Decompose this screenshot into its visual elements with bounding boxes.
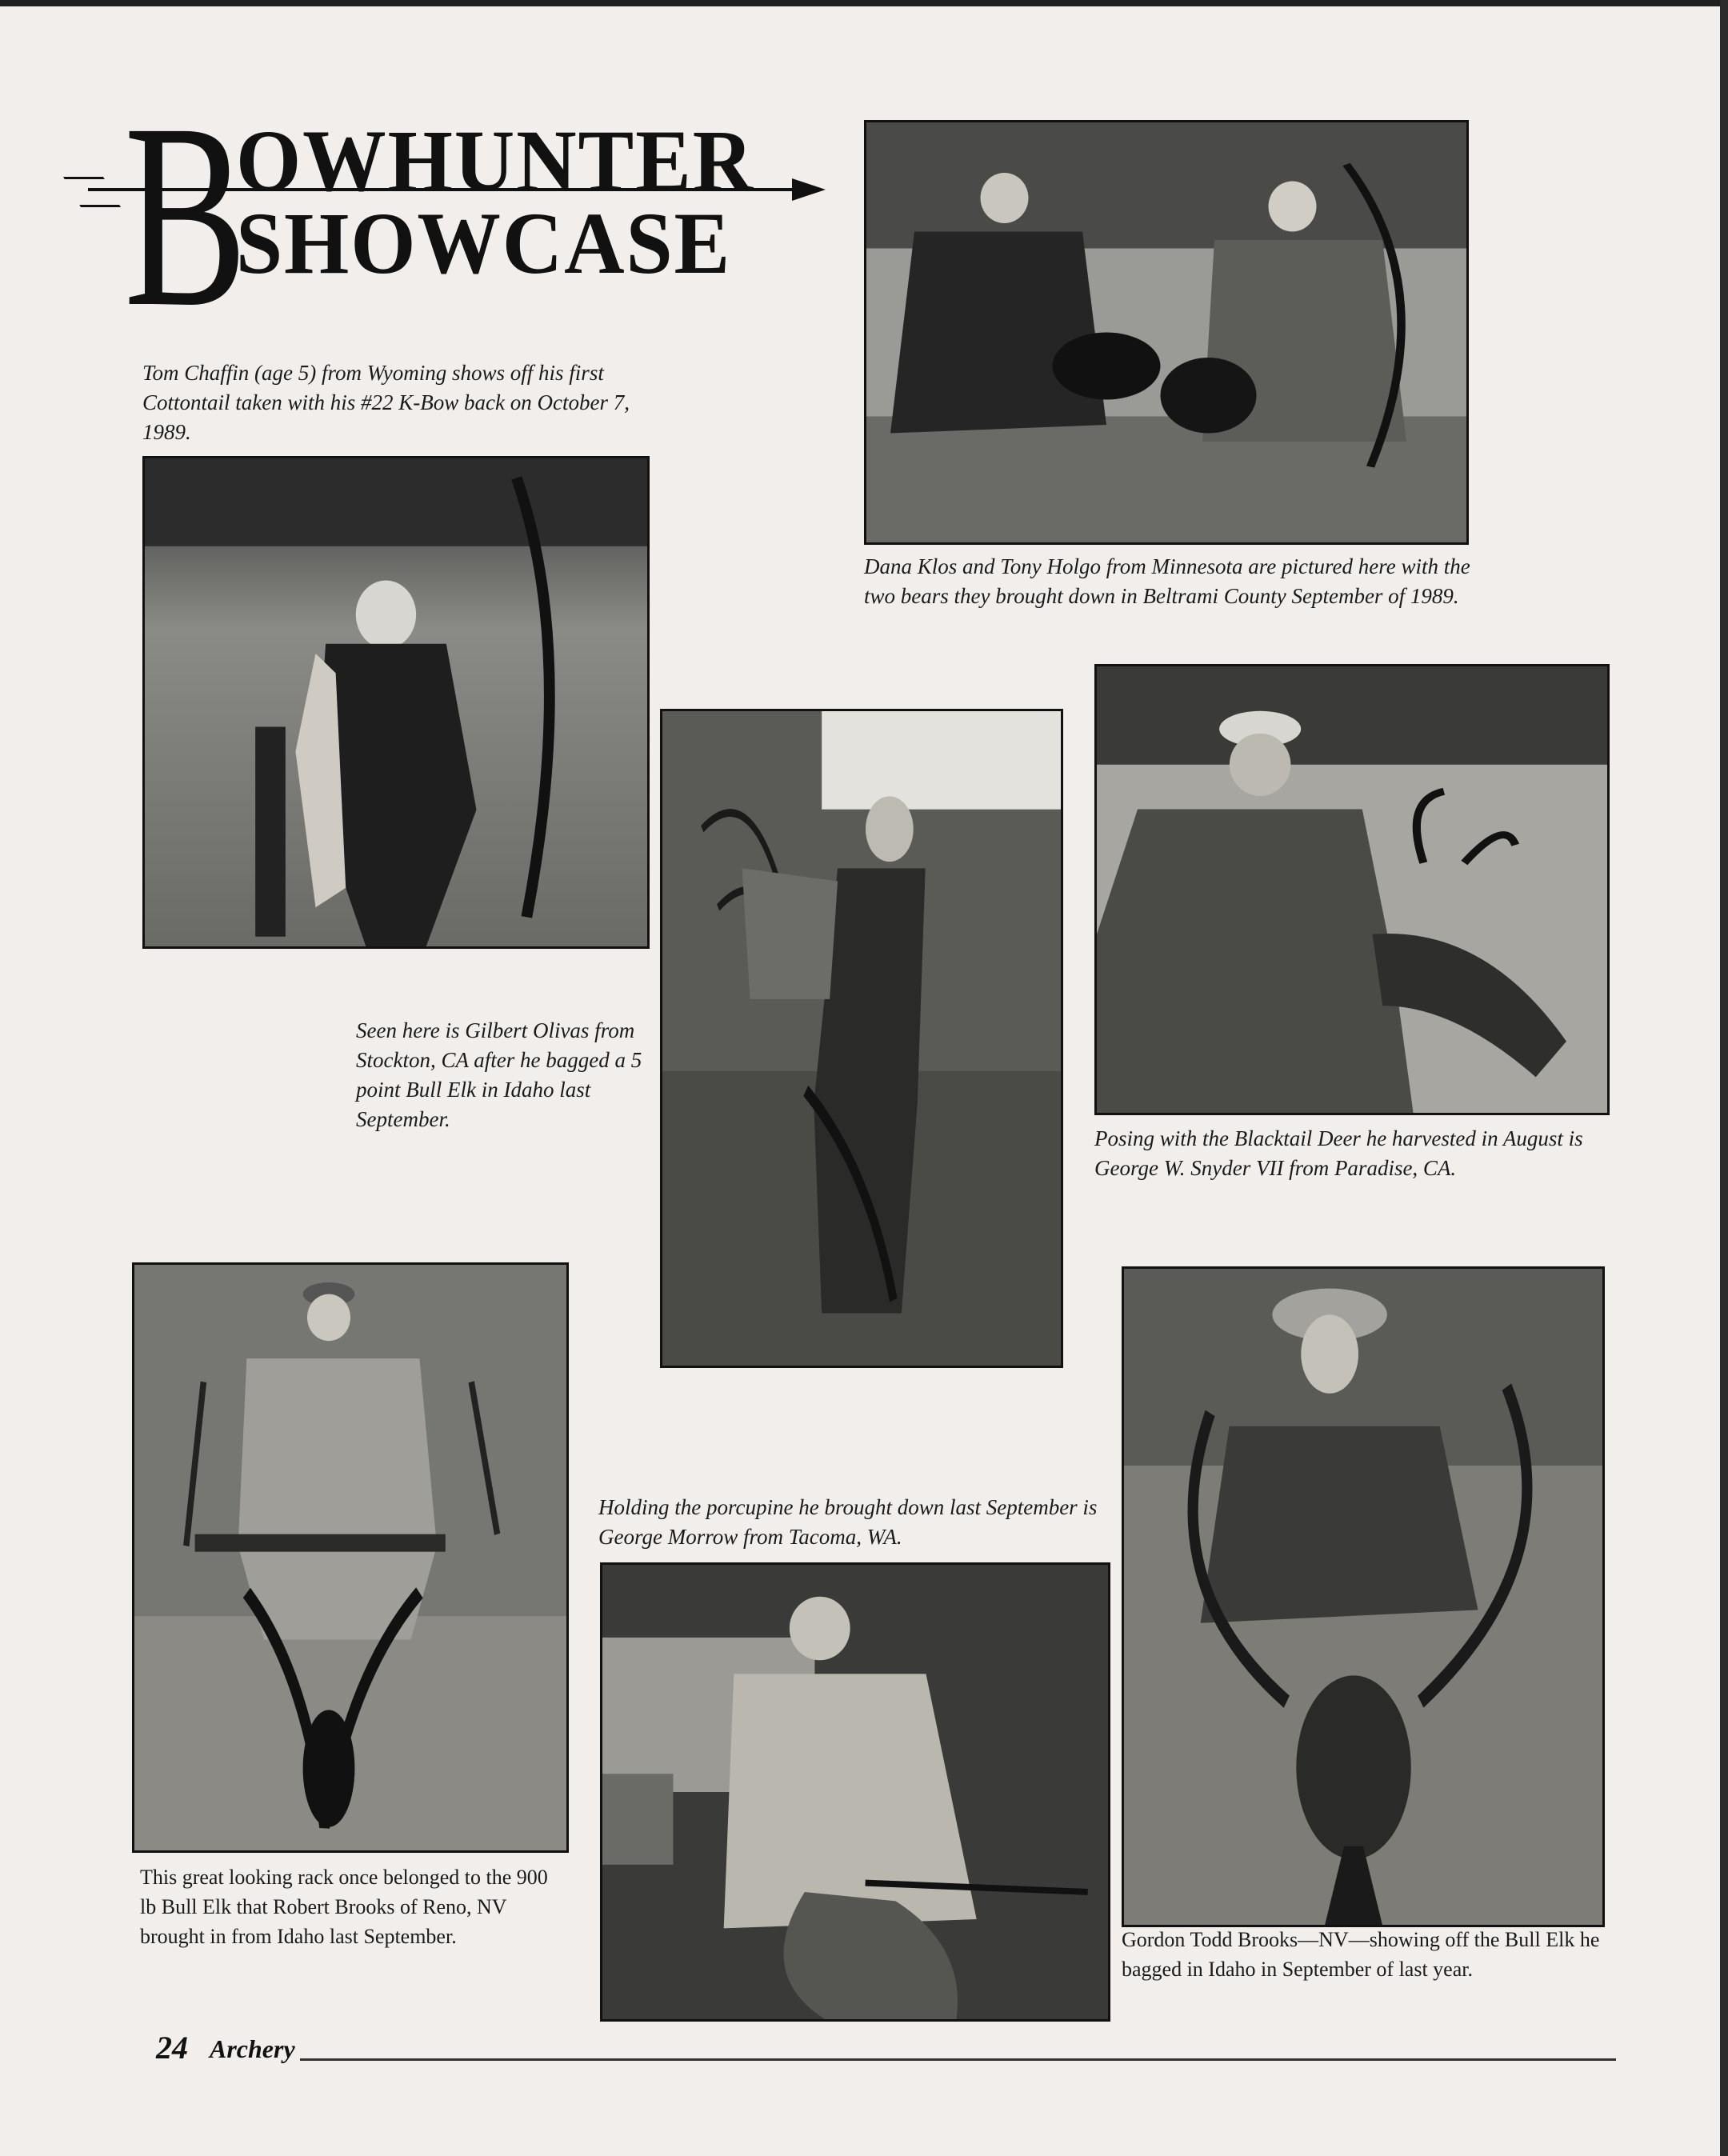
photo-snyder-blacktail-deer xyxy=(1094,664,1610,1115)
caption-robert-brooks: This great looking rack once belonged to the 900 lb Bull Elk that Robert Brooks of Reno, NV brought in from Idaho last September. xyxy=(140,1866,548,1948)
magazine-name: Archery xyxy=(210,2034,295,2063)
scan-top-edge xyxy=(0,0,1728,6)
caption-morrow: Holding the porcupine he brought down last September is George Morrow from Tacoma, WA. xyxy=(598,1495,1098,1549)
photo-robert-brooks-bull-elk xyxy=(132,1262,569,1853)
arrow-fletching-icon xyxy=(63,177,121,207)
caption-klos-holgo: Dana Klos and Tony Holgo from Minnesota are pictured here with the two bears they brought down in Beltrami County September of 1989. xyxy=(864,554,1470,608)
photo-morrow-porcupine xyxy=(600,1562,1110,2022)
photo-chaffin-cottontail xyxy=(142,456,650,949)
title-line-2: SHOWCASE xyxy=(236,194,732,292)
page-number: 24 xyxy=(156,2030,188,2066)
arrow-head-icon xyxy=(792,178,826,201)
photo-gordon-brooks-bull-elk xyxy=(1122,1266,1605,1927)
photo-klos-holgo-bears xyxy=(864,120,1469,545)
magazine-page xyxy=(0,6,1720,2156)
caption-gordon-brooks: Gordon Todd Brooks—NV—showing off the Bull Elk he bagged in Idaho in September of last year. xyxy=(1122,1928,1600,1981)
caption-olivas: Seen here is Gilbert Olivas from Stockton, CA after he bagged a 5 point Bull Elk in Idaho last September. xyxy=(356,1018,642,1131)
photo-olivas-bull-elk xyxy=(660,709,1063,1368)
title-line-1: OWHUNTER xyxy=(236,112,755,210)
footer-rule xyxy=(300,2058,1616,2061)
caption-chaffin: Tom Chaffin (age 5) from Wyoming shows off his first Cottontail taken with his #22 K-Bow back on October 7, 1989. xyxy=(142,361,630,444)
scan-right-edge xyxy=(1720,0,1728,2156)
showcase-title xyxy=(72,70,824,362)
title-initial: B xyxy=(124,70,248,362)
caption-snyder: Posing with the Blacktail Deer he harvested in August is George W. Snyder VII from Paradise, CA. xyxy=(1094,1126,1583,1180)
